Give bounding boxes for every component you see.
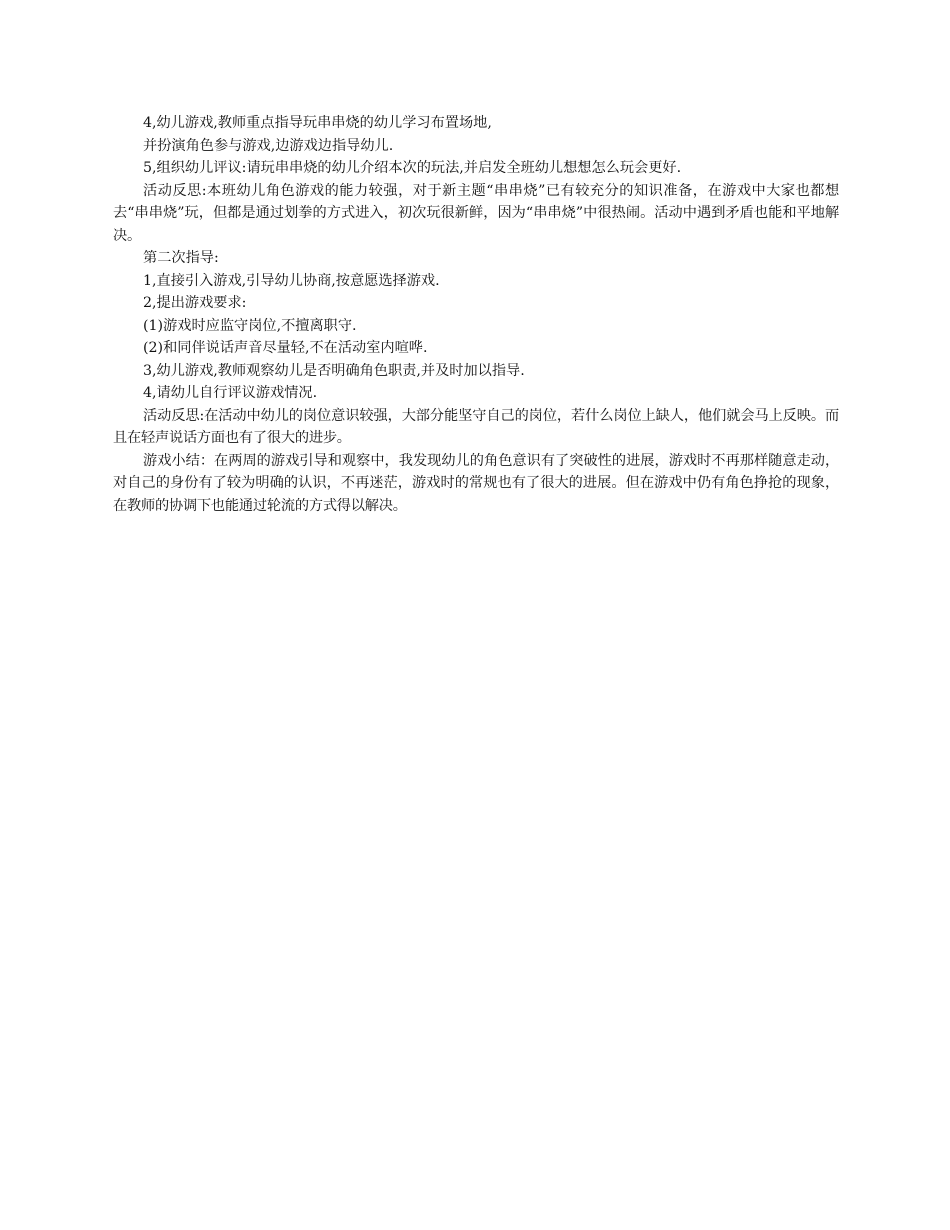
paragraph-step-4-continued: 并扮演角色参与游戏,边游戏边指导幼儿. (143, 137, 394, 154)
paragraph-guidance-step-3: 3,幼儿游戏,教师观察幼儿是否明确角色职责,并及时加以指导. (143, 362, 525, 379)
paragraph-requirement-2: (2)和同伴说话声音尽量轻,不在活动室内喧哗. (143, 340, 428, 356)
paragraph-requirement-1: (1)游戏时应监守岗位,不擅离职守. (143, 317, 357, 334)
paragraph-guidance-step-1: 1,直接引入游戏,引导幼儿协商,按意愿选择游戏. (143, 272, 440, 289)
paragraph-step-4: 4,幼儿游戏,教师重点指导玩串串烧的幼儿学习布置场地, (143, 115, 492, 131)
paragraph-reflection-2: 活动反思:在活动中幼儿的岗位意识较强，大部分能坚守自己的岗位，若什么岗位上缺人，他们就会马上反映。而且在轻声说话方面也有了很大的进步。 (113, 407, 839, 446)
paragraph-game-summary: 游戏小结：在两周的游戏引导和观察中，我发现幼儿的角色意识有了突破性的进展，游戏时不再那样随意走动，对自己的身份有了较为明确的认识，不再迷茫，游戏时的常规也有了很大的进展。但在游戏中仍有角色挣抢的现象，在教师的协调下也能通过轮流的方式得以解决。 (113, 452, 839, 514)
paragraph-step-5: 5,组织幼儿评议:请玩串串烧的幼儿介绍本次的玩法,并启发全班幼儿想想怎么玩会更好. (143, 160, 682, 176)
document-body (113, 112, 839, 517)
paragraph-reflection-1: 活动反思:本班幼儿角色游戏的能力较强，对于新主题“串串烧”已有较充分的知识准备，在游戏中大家也都想去“串串烧”玩，但都是通过划拳的方式进入，初次玩很新鲜，因为“串串烧”中很热闹。活动中遇到矛盾也能和平地解决。 (113, 182, 839, 244)
paragraph-guidance-step-4: 4,请幼儿自行评议游戏情况. (143, 385, 318, 401)
paragraph-second-guidance-heading: 第二次指导: (143, 250, 219, 266)
paragraph-guidance-step-2: 2,提出游戏要求: (143, 295, 247, 311)
